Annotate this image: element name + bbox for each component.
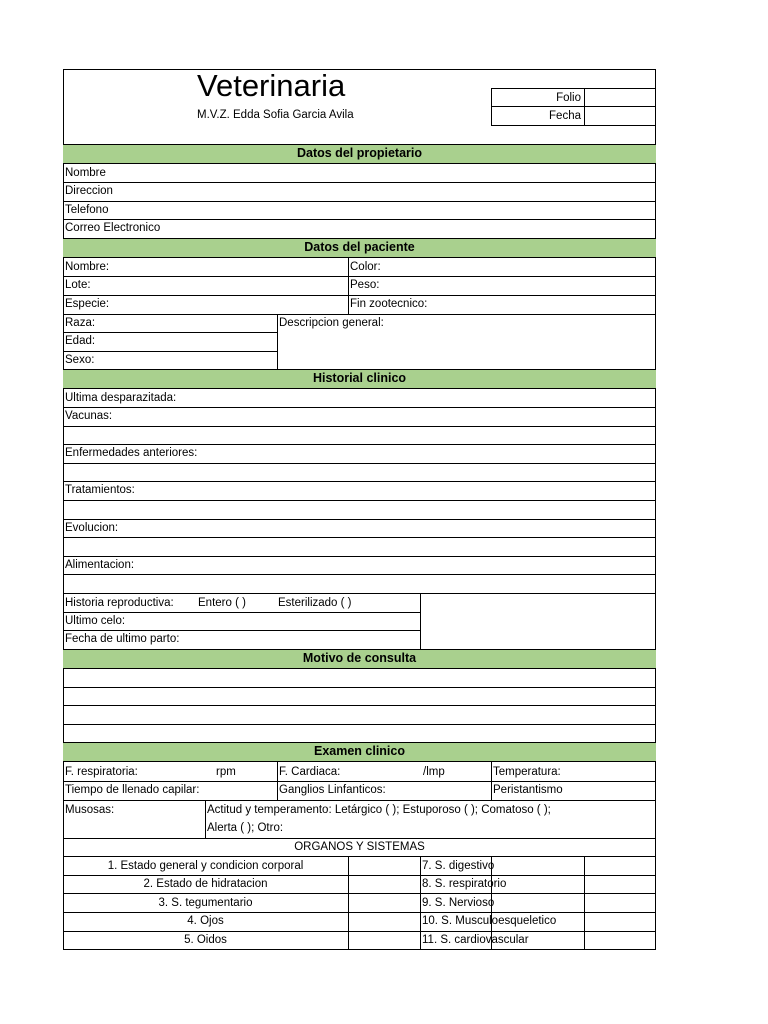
organ-right-8: 8. S. respiratorio <box>422 878 507 890</box>
heart-rate-label: F. Cardiaca: <box>279 766 341 778</box>
organ-right-9: 9. S. Nervioso <box>422 897 495 909</box>
patient-breed-label: Raza: <box>65 317 96 329</box>
treatments-label: Tratamientos: <box>65 484 135 496</box>
patient-lote-label: Lote: <box>65 279 91 291</box>
owner-phone-label: Telefono <box>65 204 109 216</box>
organ-left-4: 4. Ojos <box>187 915 224 927</box>
history-section-heading: Historial clinico <box>63 369 656 389</box>
entero-option: Entero ( ) <box>198 597 246 609</box>
last-birth-label: Fecha de ultimo parto: <box>65 633 180 645</box>
temperature-label: Temperatura: <box>493 766 561 778</box>
patient-section-heading: Datos del paciente <box>63 238 656 258</box>
veterinarian-name: M.V.Z. Edda Sofia Garcia Avila <box>197 109 354 121</box>
lmp-unit: /lmp <box>423 766 445 778</box>
deworming-label: Ultima desparazitada: <box>65 392 177 404</box>
owner-section-heading: Datos del propietario <box>63 144 656 164</box>
patient-weight-label: Peso: <box>350 279 380 291</box>
organ-right-11: 11. S. cardiovascular <box>422 934 529 946</box>
last-heat-label: Ultimo celo: <box>65 615 126 627</box>
organ-left-3: 3. S. tegumentario <box>158 897 253 909</box>
patient-description-label: Descripcion general: <box>279 317 384 329</box>
previous-diseases-label: Enfermedades anteriores: <box>65 447 198 459</box>
evolution-label: Evolucion: <box>65 522 119 534</box>
patient-name-label: Nombre: <box>65 261 110 273</box>
organ-left-1: 1. Estado general y condicion corporal <box>107 860 304 872</box>
vaccines-label: Vacunas: <box>65 410 113 422</box>
capillary-refill-label: Tiempo de llenado capilar: <box>65 784 200 796</box>
attitude-line-2: Alerta ( ); Otro: <box>207 822 284 834</box>
patient-purpose-label: Fin zootecnico: <box>350 298 428 310</box>
lymph-nodes-label: Ganglios Linfanticos: <box>279 784 386 796</box>
organ-right-7: 7. S. digestivo <box>422 860 495 872</box>
owner-address-label: Direccion <box>65 185 113 197</box>
patient-age-label: Edad: <box>65 335 96 347</box>
patient-color-label: Color: <box>350 261 381 273</box>
consult-reason-heading: Motivo de consulta <box>63 649 656 669</box>
patient-sex-label: Sexo: <box>65 354 95 366</box>
fecha-label: Fecha <box>549 110 581 122</box>
folio-field[interactable] <box>585 89 655 106</box>
fecha-field[interactable] <box>585 107 655 125</box>
feeding-label: Alimentacion: <box>65 559 135 571</box>
organs-systems-heading: ORGANOS Y SISTEMAS <box>294 841 425 853</box>
organ-right-10: 10. S. Musculoesqueletico <box>422 915 557 927</box>
peristalsis-label: Peristantismo <box>493 784 563 796</box>
esterilizado-option: Esterilizado ( ) <box>278 597 352 609</box>
organ-left-5: 5. Oidos <box>184 934 227 946</box>
rpm-unit: rpm <box>216 766 236 778</box>
mucosa-label: Musosas: <box>65 804 115 816</box>
attitude-line-1: Actitud y temperamento: Letárgico ( ); Estuporoso ( ); Comatoso ( ); <box>207 804 551 816</box>
folio-label: Folio <box>556 92 581 104</box>
exam-section-heading: Examen clinico <box>63 742 656 762</box>
owner-name-label: Nombre <box>65 167 106 179</box>
respiratory-rate-label: F. respiratoria: <box>65 766 138 778</box>
reproductive-history-label: Historia reproductiva: <box>65 597 174 609</box>
form-title: Veterinaria <box>197 68 346 103</box>
owner-email-label: Correo Electronico <box>65 222 161 234</box>
patient-species-label: Especie: <box>65 298 110 310</box>
organ-left-2: 2. Estado de hidratacion <box>143 878 268 890</box>
